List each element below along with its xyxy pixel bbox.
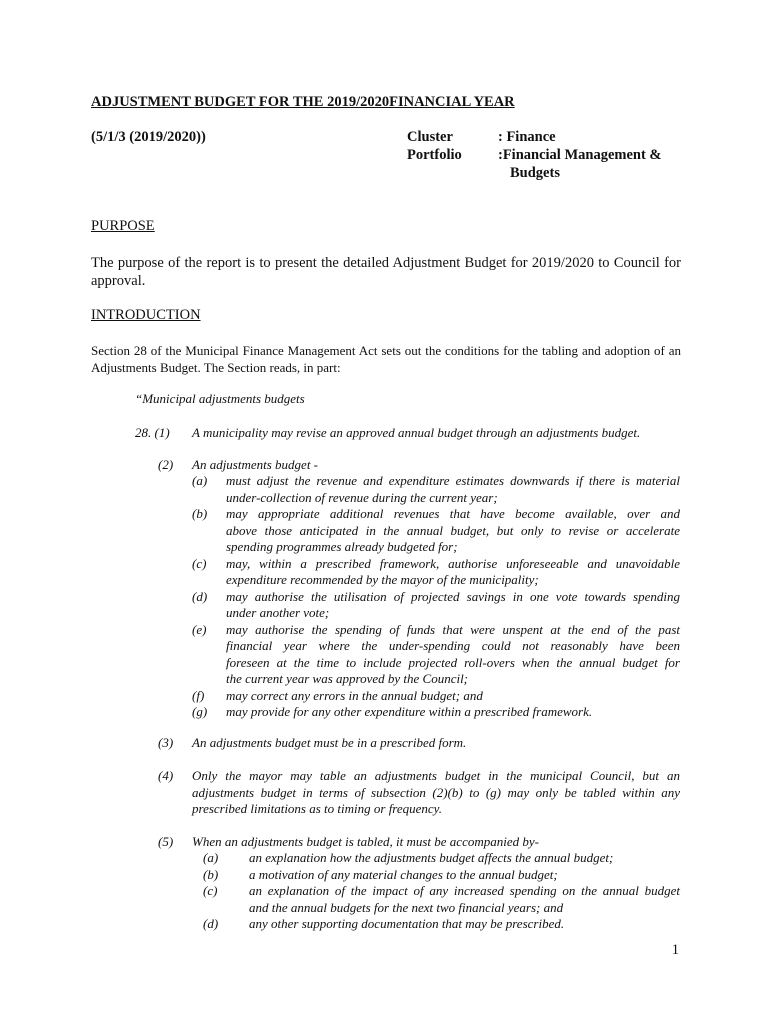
list-item (203, 916, 680, 933)
list-item-line: an explanation how the adjustments budget affects the annual budget; (249, 850, 614, 865)
purpose-text: The purpose of the report is to present the detailed Adjustment Budget for 2019/2020 to Council for approval. (91, 255, 681, 289)
list-item-line: under-collection of revenue during the current year; (226, 489, 498, 505)
section-4-line: Only the mayor may table an adjustments budget in the municipal Council, but an (192, 768, 680, 783)
list-item-label: (c) (192, 555, 207, 571)
quote-title: “Municipal adjustments budgets (135, 391, 305, 406)
portfolio-label: Portfolio (407, 147, 462, 163)
list-item (192, 589, 680, 622)
list-item (192, 506, 680, 556)
portfolio-value: :Financial Management & (498, 147, 662, 163)
section-5-list (203, 850, 680, 933)
list-item (203, 883, 680, 916)
list-item-line: any other supporting documentation that may be prescribed. (249, 916, 565, 931)
list-item (192, 622, 680, 688)
section-4-line: prescribed limitations as to timing or frequency. (192, 801, 442, 816)
list-item-label: (e) (192, 621, 207, 637)
list-item-line: expenditure recommended by the mayor of the municipality; (226, 572, 539, 587)
section-4-number: (4) (158, 768, 174, 783)
list-item-label: (b) (192, 506, 208, 521)
list-item (192, 688, 680, 705)
list-item-line: financial year where the under-spending could not reasonably have been (226, 638, 680, 653)
list-item-label: (b) (203, 866, 219, 882)
section-28-1-number: 28. (1) (135, 425, 170, 440)
section-5-text: When an adjustments budget is tabled, it must be accompanied by- (192, 834, 539, 849)
section-5-number: (5) (158, 834, 174, 849)
list-item-label: (a) (203, 850, 219, 865)
cluster-value: : Finance (498, 129, 556, 145)
introduction-text: Section 28 of the Municipal Finance Management Act sets out the conditions for the tabling and adoption of an Adjustments Budget. The Section reads, in part: (91, 343, 681, 375)
cluster-label: Cluster (407, 129, 453, 145)
list-item-line: may appropriate additional revenues that have become available, over and (226, 506, 680, 521)
section-28-1-text: A municipality may revise an approved annual budget through an adjustments budget. (192, 425, 641, 440)
list-item-line: may correct any errors in the annual budget; and (226, 687, 483, 703)
list-item (192, 473, 680, 506)
list-item-line: spending programmes already budgeted for; (226, 539, 458, 554)
list-item-label: (d) (203, 916, 219, 931)
page-number: 1 (671, 942, 679, 958)
section-3-number: (3) (158, 735, 174, 750)
section-3-text: An adjustments budget must be in a prescribed form. (192, 735, 467, 750)
list-item-line: may authorise the spending of funds that were unspent at the end of the past (226, 621, 680, 637)
list-item-label: (f) (192, 687, 205, 703)
section-2-list (192, 473, 680, 721)
portfolio-value-continued: Budgets (510, 165, 560, 181)
list-item-label: (c) (203, 883, 218, 898)
list-item-label: (a) (192, 473, 208, 488)
reference-number: (5/1/3 (2019/2020)) (91, 129, 206, 145)
list-item-line: above those anticipated in the annual budget, but only to revise or accelerate (226, 522, 680, 538)
list-item-line: an explanation of the impact of any increased spending on the annual budget (249, 883, 680, 898)
list-item-line: and the annual budgets for the next two financial years; and (249, 899, 564, 915)
document-title: ADJUSTMENT BUDGET FOR THE 2019/2020FINANCIAL YEAR (91, 94, 515, 110)
list-item-label: (g) (192, 704, 208, 719)
introduction-heading: INTRODUCTION (91, 307, 201, 323)
list-item-line: a motivation of any material changes to the annual budget; (249, 866, 558, 882)
list-item-line: must adjust the revenue and expenditure estimates downwards if there is material (226, 473, 680, 488)
list-item-line: may authorise the utilisation of projected savings in one vote towards spending (226, 588, 680, 604)
list-item-line: may, within a prescribed framework, authorise unforeseeable and unavoidable (226, 555, 680, 571)
section-4-text (192, 768, 680, 818)
section-2-number: (2) (158, 457, 174, 472)
list-item (192, 556, 680, 589)
purpose-heading: PURPOSE (91, 218, 155, 234)
section-2-text: An adjustments budget - (192, 457, 319, 472)
list-item (192, 704, 680, 721)
list-item-label: (d) (192, 588, 208, 604)
section-4-line: adjustments budget in terms of subsection (2)(b) to (g) may only be tabled within any (192, 784, 680, 800)
list-item-line: under another vote; (226, 605, 330, 620)
list-item-line: the current year was approved by the Council; (226, 671, 469, 686)
list-item-line: may provide for any other expenditure within a prescribed framework. (226, 704, 593, 719)
list-item (203, 867, 680, 884)
list-item-line: foreseen at the time to include projected roll-overs when the annual budget for (226, 654, 680, 670)
list-item (203, 850, 680, 867)
